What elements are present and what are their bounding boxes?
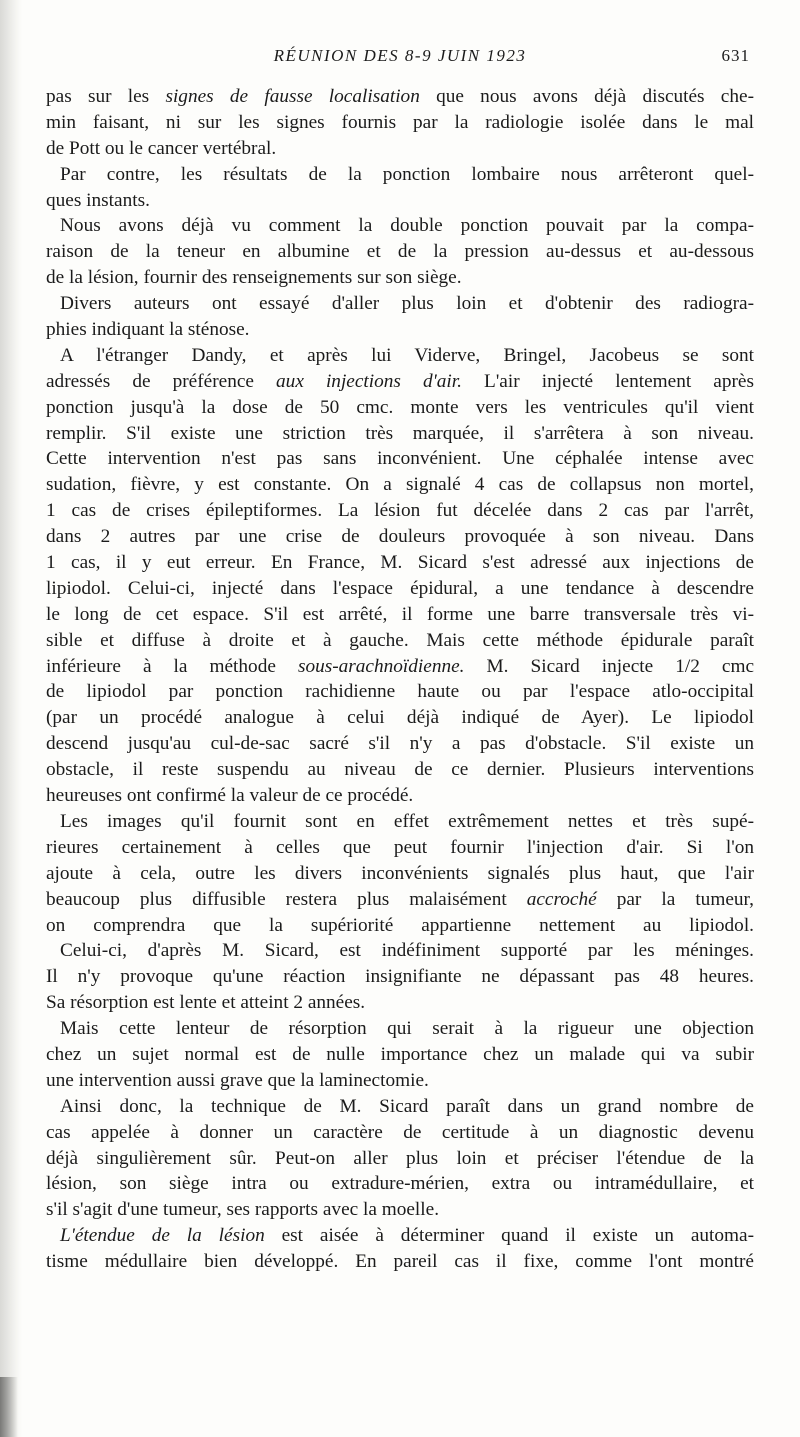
running-head	[48, 46, 752, 72]
text-line	[46, 990, 754, 1016]
text-segment: Par contre, les résultats de la ponction lombaire nous arrêteront quel-	[60, 163, 754, 185]
text-line	[46, 395, 754, 421]
text-segment: A l'étranger Dandy, et après lui Viderve, Bringel, Jacobeus se sont	[60, 344, 754, 366]
text-segment: adressés de préférence	[46, 370, 277, 392]
text-line	[46, 446, 754, 472]
text-segment: est aisée à déterminer quand il existe un automa-	[264, 1225, 754, 1247]
text-line	[46, 162, 754, 188]
text-line	[46, 679, 754, 705]
text-segment: cas appelée à donner un caractère de certitude à un diagnostic devenu	[46, 1121, 754, 1143]
text-line	[46, 239, 754, 265]
text-segment: de la lésion, fournir des renseignements sur son siège.	[46, 267, 462, 289]
text-segment: (par un procédé analogue à celui déjà indiqué de Ayer). Le lipiodol	[46, 707, 754, 729]
text-segment: descend jusqu'au cul-de-sac sacré s'il n'y a pas d'obstacle. S'il existe un	[46, 733, 754, 755]
text-line	[46, 317, 754, 343]
text-line	[46, 861, 754, 887]
text-segment: pas sur les	[46, 86, 166, 107]
text-line	[46, 576, 754, 602]
text-line	[46, 913, 754, 939]
text-segment: Ainsi donc, la technique de M. Sicard paraît dans un grand nombre de	[60, 1095, 754, 1117]
text-segment: dans 2 autres par une crise de douleurs provoquée à son niveau. Dans	[46, 526, 754, 548]
text-line	[46, 369, 754, 395]
text-segment: Les images qu'il fournit sont en effet extrêmement nettes et très supé-	[60, 810, 754, 832]
text-segment: obstacle, il reste suspendu au niveau de ce dernier. Plusieurs interventions	[46, 759, 754, 781]
text-line	[46, 1094, 754, 1120]
text-segment: une intervention aussi grave que la laminectomie.	[46, 1069, 429, 1091]
page-edge-binding	[0, 1377, 18, 1437]
text-segment: L'air injecté lentement après	[461, 370, 754, 392]
text-line	[46, 1197, 754, 1223]
text-line	[46, 498, 754, 524]
text-line	[46, 291, 754, 317]
text-line	[46, 472, 754, 498]
text-line	[46, 1016, 754, 1042]
text-line	[46, 84, 754, 110]
text-segment: Sa résorption est lente et atteint 2 années.	[46, 992, 366, 1014]
text-segment: le long de cet espace. S'il est arrêté, il forme une barre transversale très vi-	[46, 603, 754, 625]
text-line	[46, 628, 754, 654]
text-line	[46, 757, 754, 783]
text-line	[46, 964, 754, 990]
text-line	[46, 1171, 754, 1197]
text-line	[46, 265, 754, 291]
text-segment: heureuses ont confirmé la valeur de ce procédé.	[46, 785, 414, 807]
text-line	[46, 731, 754, 757]
text-segment: par la tumeur,	[596, 888, 754, 910]
text-line	[46, 550, 754, 576]
text-segment: raison de la teneur en albumine et de la pression au-dessus et au-dessous	[46, 241, 754, 263]
text-segment: ajoute à cela, outre les divers inconvénients signalés plus haut, que l'air	[46, 862, 754, 884]
italic-text: L'	[60, 1225, 75, 1247]
text-line	[46, 887, 754, 913]
page-edge-shadow	[0, 0, 22, 1437]
text-segment: M. Sicard injecte 1/2 cmc	[464, 655, 754, 677]
text-segment: 1 cas, il y eut erreur. En France, M. Sicard s'est adressé aux injections de	[46, 552, 754, 574]
text-segment: déjà singulièrement sûr. Peut-on aller plus loin et préciser l'étendue de la	[46, 1147, 754, 1169]
text-line	[46, 1042, 754, 1068]
text-segment: sible et diffuse à droite et à gauche. Mais cette méthode épidurale paraît	[46, 629, 754, 651]
text-segment: remplir. S'il existe une striction très marquée, il s'arrêtera à son niveau.	[46, 422, 754, 444]
body-text	[46, 84, 754, 1275]
text-line	[46, 1068, 754, 1094]
text-line	[46, 343, 754, 369]
text-line	[46, 1146, 754, 1172]
text-line	[46, 1249, 754, 1275]
text-line	[46, 524, 754, 550]
text-line	[46, 654, 754, 680]
text-segment: de lipiodol par ponction rachidienne haute ou par l'espace atlo-occipital	[46, 681, 754, 703]
text-segment: tisme médullaire bien développé. En pareil cas il fixe, comme l'ont montré	[46, 1251, 754, 1273]
text-segment: Nous avons déjà vu comment la double ponction pouvait par la compa-	[60, 215, 754, 237]
text-segment: inférieure à la méthode	[46, 655, 298, 677]
running-title: RÉUNION DES 8-9 JUIN 1923	[273, 46, 527, 65]
text-line	[46, 783, 754, 809]
text-segment: sudation, fièvre, y est constante. On a signalé 4 cas de collapsus non mortel,	[46, 474, 754, 496]
text-line	[46, 213, 754, 239]
text-segment: phies indiquant la sténose.	[46, 319, 250, 341]
text-segment: 1 cas de crises épileptiformes. La lésion fut décelée dans 2 cas par l'arrêt,	[46, 500, 754, 522]
text-line	[46, 835, 754, 861]
text-segment: lésion, son siège intra ou extradure-mérien, extra ou intramédullaire, et	[46, 1173, 754, 1195]
text-line	[46, 938, 754, 964]
text-segment: que nous avons déjà discutés che-	[419, 86, 754, 107]
text-segment: Celui-ci, d'après M. Sicard, est indéfiniment supporté par les méninges.	[60, 940, 754, 962]
text-segment: beaucoup plus diffusible restera plus malaisément	[46, 888, 527, 910]
text-line	[46, 188, 754, 214]
text-segment: lipiodol. Celui-ci, injecté dans l'espace épidural, a une tendance à descendre	[46, 577, 754, 599]
text-segment: de Pott ou le cancer vertébral.	[46, 137, 277, 159]
text-line	[46, 602, 754, 628]
italic-text: signes de fausse localisation	[165, 86, 420, 107]
page-number: 631	[721, 46, 750, 65]
text-segment: chez un sujet normal est de nulle importance chez un malade qui va subir	[46, 1043, 754, 1065]
text-segment: Divers auteurs ont essayé d'aller plus loin et d'obtenir des radiogra-	[60, 293, 754, 315]
italic-text: accroché	[526, 888, 597, 910]
text-line	[46, 1120, 754, 1146]
text-line	[46, 136, 754, 162]
text-segment: Mais cette lenteur de résorption qui serait à la rigueur une objection	[60, 1018, 754, 1040]
text-segment: on comprendra que la supériorité appartienne nettement au lipiodol.	[46, 914, 754, 936]
text-line	[46, 809, 754, 835]
text-line	[46, 421, 754, 447]
italic-text: sous-arachnoïdienne.	[297, 655, 465, 677]
italic-text: aux injections d'air.	[276, 370, 462, 392]
text-line	[46, 110, 754, 136]
text-segment: min faisant, ni sur les signes fournis par la radiologie isolée dans le mal	[46, 111, 754, 133]
text-segment: Il n'y provoque qu'une réaction insignifiante ne dépassant pas 48 heures.	[46, 966, 754, 988]
text-segment: ponction jusqu'à la dose de 50 cmc. monte vers les ventricules qu'il vient	[46, 396, 754, 418]
italic-text: étendue de la lésion	[74, 1225, 265, 1247]
text-segment: Cette intervention n'est pas sans inconvénient. Une céphalée intense avec	[46, 448, 754, 470]
text-line	[46, 1223, 754, 1249]
text-segment: s'il s'agit d'une tumeur, ses rapports avec la moelle.	[46, 1199, 440, 1221]
text-segment: rieures certainement à celles que peut fournir l'injection d'air. Si l'on	[46, 836, 754, 858]
text-segment: ques instants.	[46, 189, 150, 211]
text-line	[46, 705, 754, 731]
